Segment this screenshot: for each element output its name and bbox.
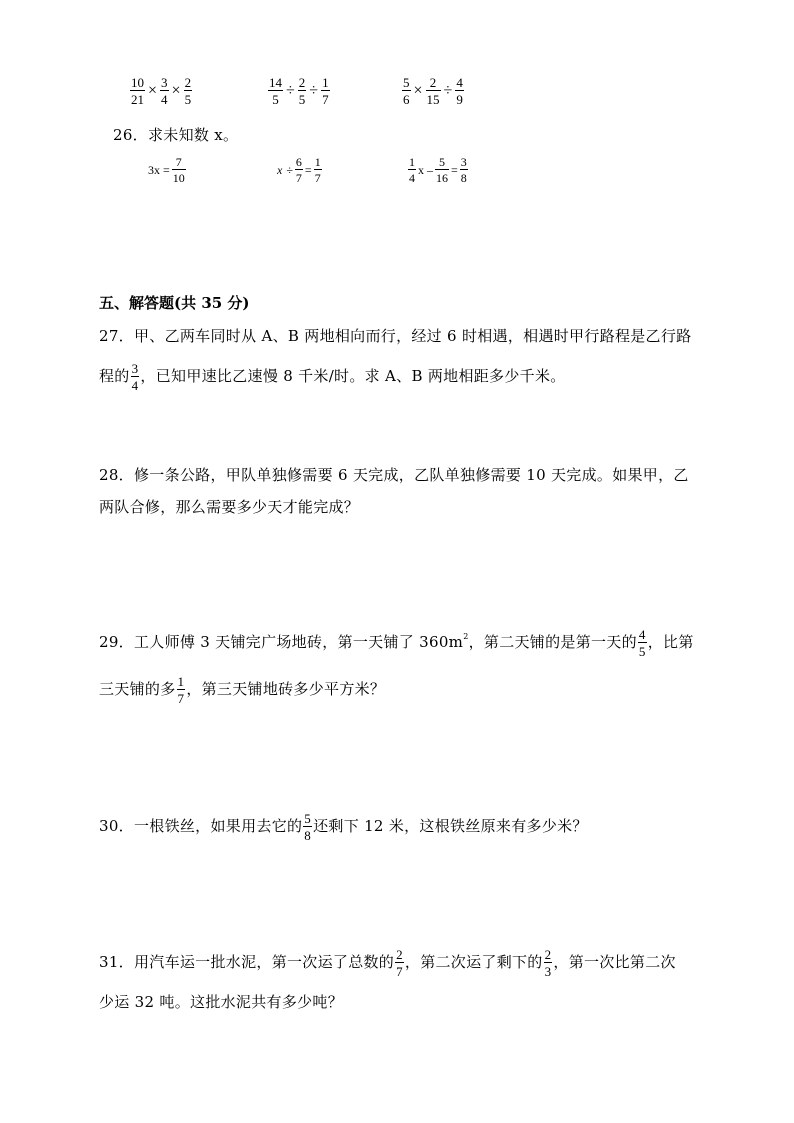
fraction: $\frac{5}{6}$ <box>403 75 410 107</box>
question-31-line-2: 少运 32 吨。这批水泥共有多少吨？ <box>99 993 344 1011</box>
fraction: $\frac{2}{5}$ <box>184 75 192 107</box>
calc-expression-1 <box>130 76 192 106</box>
fraction: $\frac{10}{21}$ <box>131 75 144 107</box>
question-28-line-2: 两队合修，那么需要多少天才能完成？ <box>99 498 360 516</box>
fraction: $\frac{3}{4}$ <box>131 361 139 393</box>
times-sign: × <box>148 82 158 99</box>
section-heading: 五、解答题(共 35 分) <box>99 294 250 312</box>
fraction: $\frac{2}{5}$ <box>298 75 306 107</box>
divide-sign: ÷ <box>309 82 319 99</box>
question-29-line-2: 三天铺的多 $\frac{1}{7}$ ，第三天铺地砖多少平方米？ <box>99 674 386 706</box>
question-31-line-1: 31．用汽车运一批水泥，第一次运了总数的 $\frac{2}{7}$ ，第二次运了剩下的 $\frac{2}{3}$ ，第一次比第二次 <box>99 947 676 979</box>
question-28-line-1: 28．修一条公路，甲队单独修需要 6 天完成，乙队单独修需要 10 天完成。如果甲，乙 <box>99 466 689 484</box>
fraction: $\frac{5}{16}$ <box>436 155 448 185</box>
fraction: $\frac{4}{9}$ <box>456 75 463 107</box>
divide-sign: ÷ <box>443 82 453 99</box>
question-29-line-1: 29．工人师傅 3 天铺完广场地砖，第一天铺了 $360m^2$，第二天铺的是第一天的 $\frac{4}{5}$ ，比第 <box>99 627 694 659</box>
fraction: $\frac{14}{5}$ <box>269 75 282 107</box>
question-27-line-1: 27．甲、乙两车同时从 A、B 两地相向而行，经过 6 时相遇，相遇时甲行路程是乙行路 <box>99 327 692 345</box>
calc-expression-2 <box>268 76 330 106</box>
fraction: $\frac{2}{7}$ <box>396 947 403 979</box>
times-sign: × <box>171 82 181 99</box>
fraction: $\frac{1}{7}$ <box>322 75 329 107</box>
fraction: $\frac{4}{5}$ <box>638 627 646 659</box>
equation-2: x ÷ $\frac{6}{7}$ = $\frac{1}{7}$ <box>277 155 321 185</box>
question-26-text: 26．求未知数 x。 <box>113 126 239 144</box>
times-sign: × <box>413 82 423 99</box>
fraction: $\frac{6}{7}$ <box>295 155 302 185</box>
fraction: $\frac{1}{7}$ <box>314 155 321 185</box>
equation-1: 3x = $\frac{7}{10}$ <box>148 155 185 185</box>
divide-sign: ÷ <box>286 82 295 99</box>
fraction: $\frac{7}{10}$ <box>172 155 185 185</box>
fraction: $\frac{3}{4}$ <box>161 75 168 107</box>
fraction: $\frac{2}{15}$ <box>426 75 440 107</box>
fraction: $\frac{3}{8}$ <box>460 155 467 185</box>
calc-expression-3 <box>402 76 464 106</box>
fraction: $\frac{2}{3}$ <box>544 947 552 979</box>
fraction: $\frac{1}{7}$ <box>177 674 185 706</box>
question-27-line-2: 程的 $\frac{3}{4}$ ，已知甲速比乙速慢 8 千米/时。求 A、B 两地相距多少千米。 <box>99 361 566 393</box>
fraction: $\frac{5}{8}$ <box>304 811 312 843</box>
fraction: $\frac{1}{4}$ <box>409 155 415 185</box>
question-30-line: 30．一根铁丝，如果用去它的 $\frac{5}{8}$ 还剩下 12 米，这根铁丝原来有多少米？ <box>99 811 588 843</box>
equation-3: $\frac{1}{4}$ x – $\frac{5}{16}$ = $\frac{3}{8}$ <box>409 155 467 185</box>
